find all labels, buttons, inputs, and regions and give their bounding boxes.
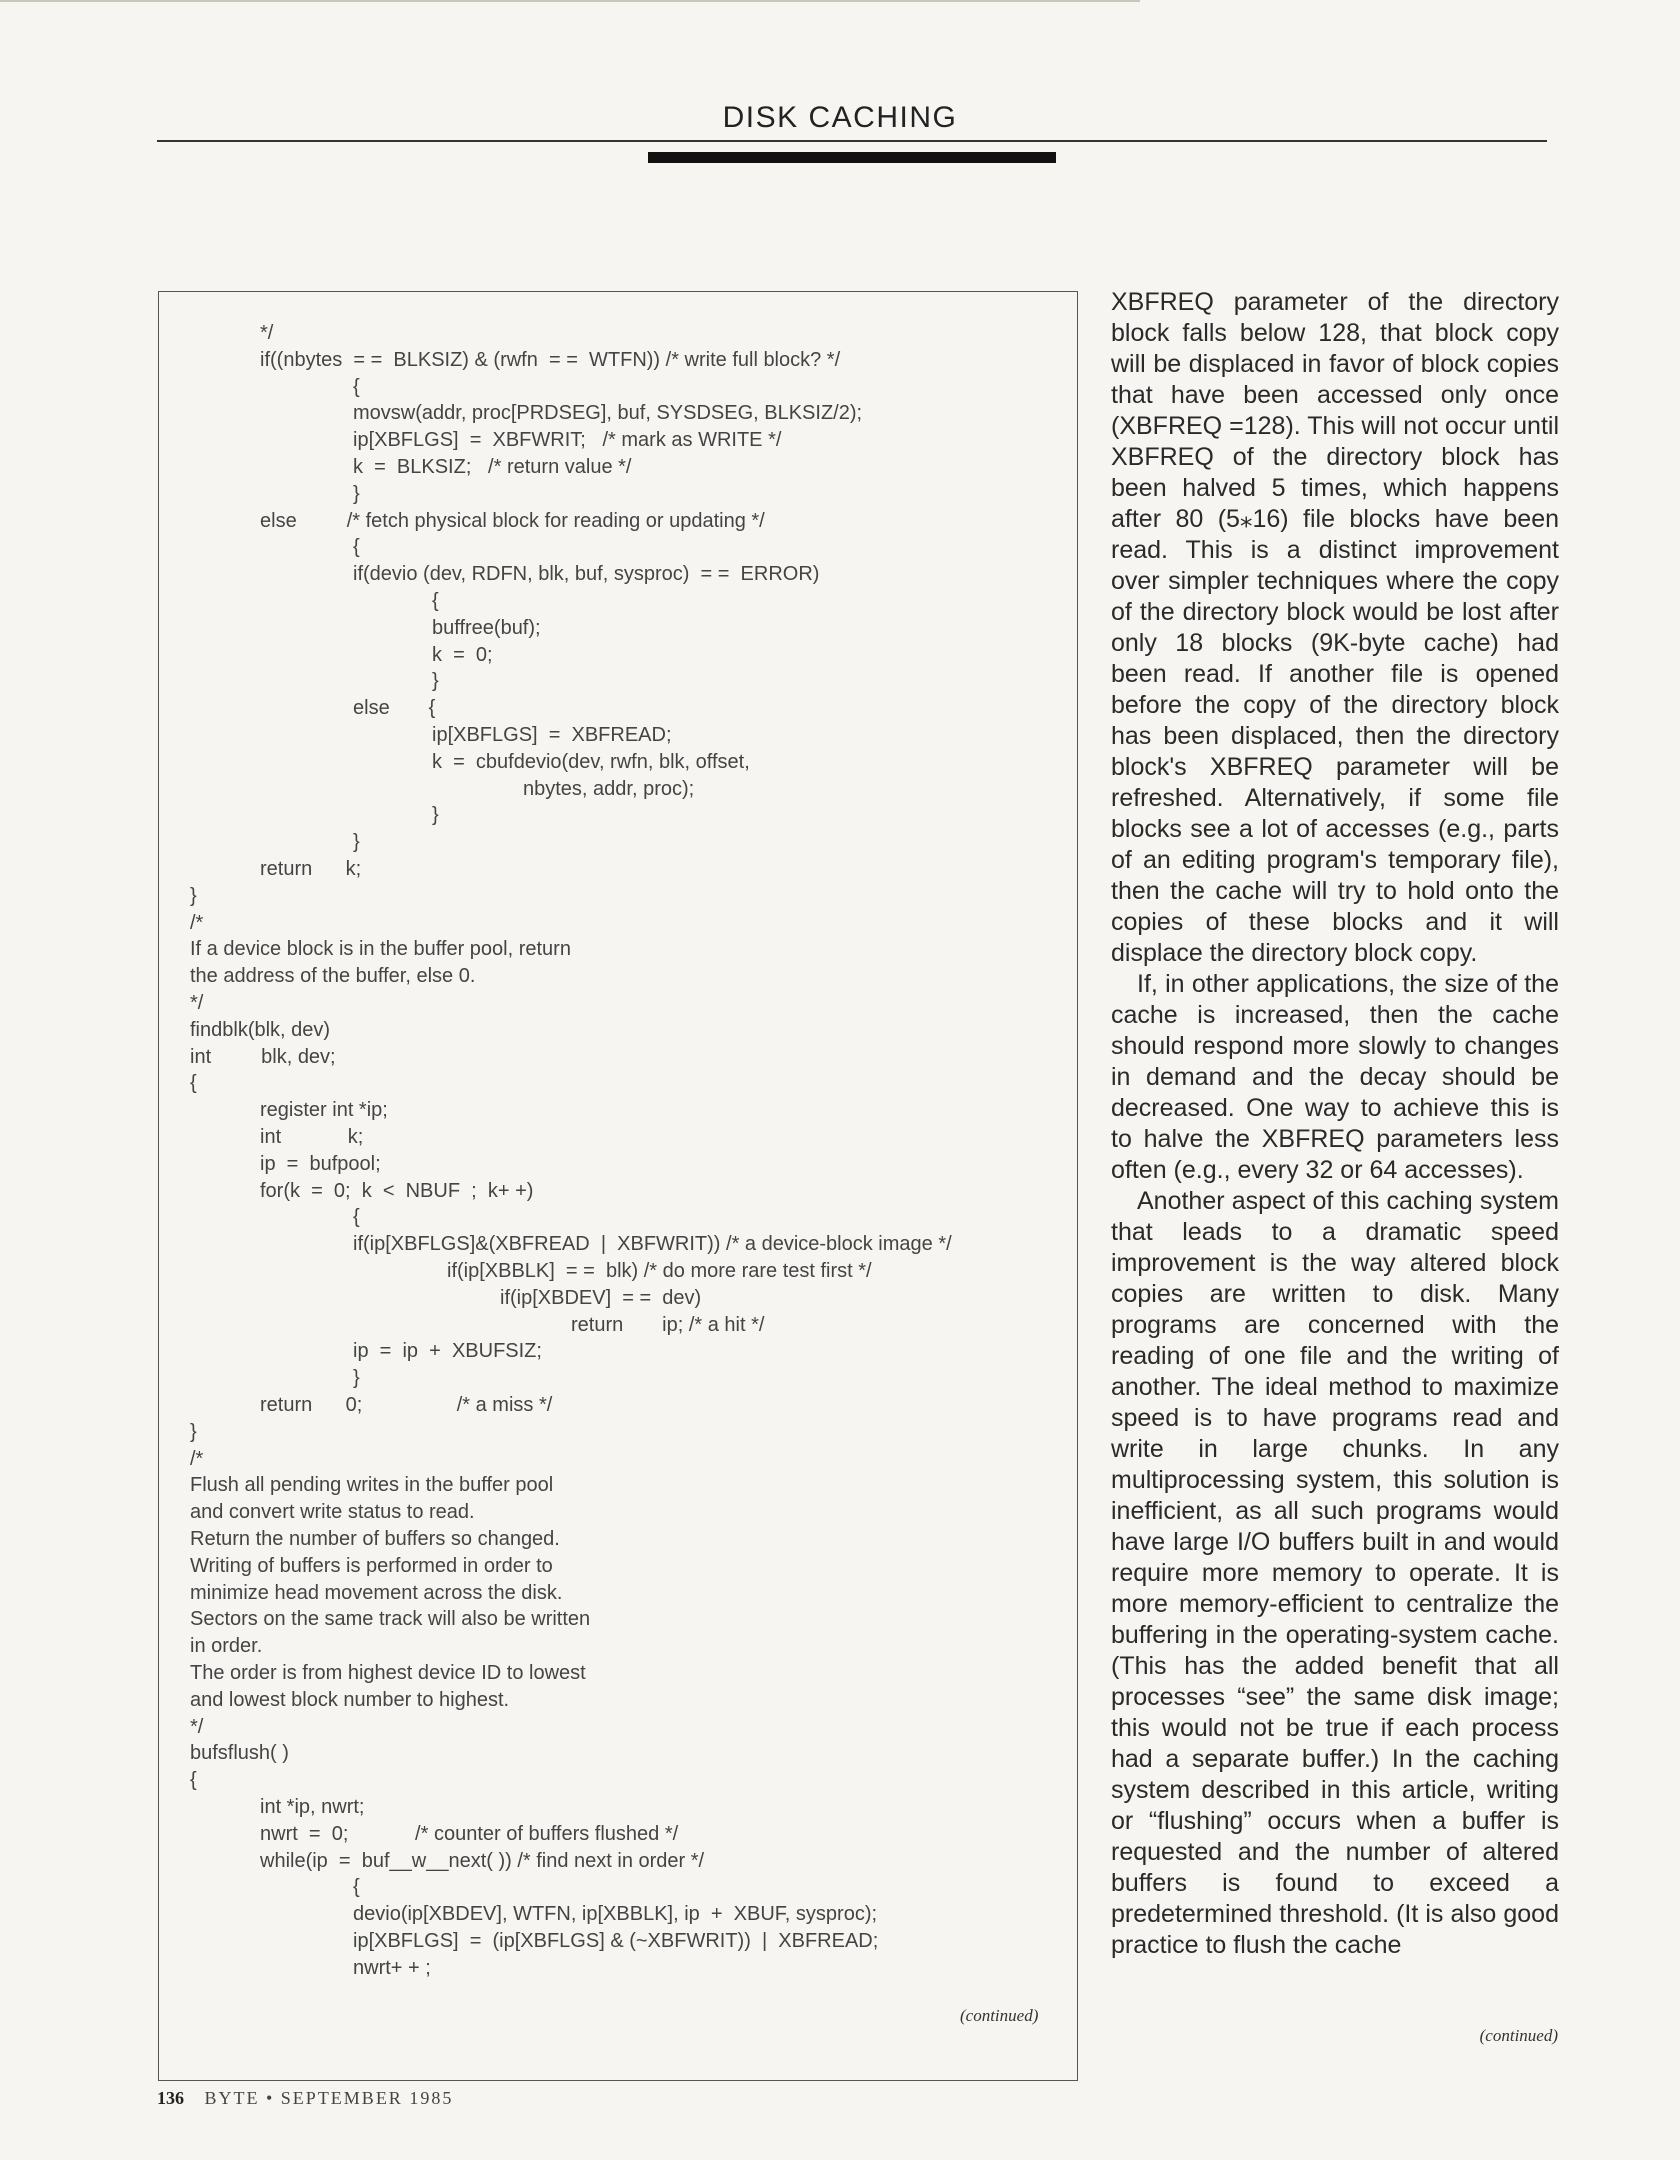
code-line: If a device block is in the buffer pool, return — [190, 938, 571, 961]
code-line: k = cbufdevio(dev, rwfn, blk, offset, — [432, 750, 750, 773]
code-line: the address of the buffer, else 0. — [190, 965, 476, 988]
code-line: { — [190, 1769, 197, 1792]
code-line: else /* fetch physical block for reading or updating */ — [260, 509, 765, 532]
code-line: { — [353, 536, 360, 559]
code-line: int k; — [260, 1126, 364, 1148]
code-line: register int *ip; — [260, 1099, 388, 1122]
code-line: minimize head movement across the disk. — [190, 1581, 563, 1604]
code-line: ip[XBFLGS] = XBFREAD; — [432, 724, 672, 746]
code-line: { — [353, 375, 360, 398]
code-line: if(ip[XBFLGS]&(XBFREAD | XBFWRIT)) /* a device-block image */ — [353, 1233, 952, 1256]
code-line: ip[XBFLGS] = XBFWRIT; /* mark as WRITE */ — [353, 429, 782, 452]
code-line: nbytes, addr, proc); — [523, 777, 695, 800]
article-paragraph: XBFREQ parameter of the directory block falls below 128, that block copy will be displaced in favor of block copies that have been accessed only once (XBFREQ =128). This will not occur until XBFREQ of the directory block has been halved 5 times, which happens after 80 (5⁎16) file blocks have been read. This is a distinct improvement over simpler techniques where the copy of the directory block would be lost after only 18 blocks (9K-byte cache) had been read. If another file is opened before the copy of the directory block has been displaced, then the directory block's XBFREQ parameter will be refreshed. Alternatively, if some file blocks see a lot of accesses (e.g., parts of an editing program's temporary file), then the cache will try to hold onto the copies of these blocks and it will displace the directory block copy. — [1111, 288, 1559, 967]
code-line: ip[XBFLGS] = (ip[XBFLGS] & (~XBFWRIT)) | XBFREAD; — [353, 1930, 879, 1952]
code-line: /* — [190, 1447, 204, 1470]
code-line: { — [432, 590, 439, 612]
code-line: ip = ip + XBUFSIZ; — [353, 1340, 542, 1363]
code-line: ip = bufpool; — [260, 1152, 381, 1175]
code-line: if((nbytes = = BLKSIZ) & (rwfn = = WTFN)) /* write full block? */ — [260, 348, 841, 371]
article-paragraph: If, in other applications, the size of the cache is increased, then the cache should respond more slowly to changes in demand and the decay should be decreased. One way to achieve this is to halve the XBFREQ parameters less often (e.g., every 32 or 64 accesses). — [1111, 970, 1559, 1184]
article-column — [1111, 287, 1559, 1961]
code-line: { — [353, 1206, 360, 1229]
code-line: { — [190, 1072, 197, 1095]
code-line: return 0; /* a miss */ — [260, 1394, 553, 1416]
code-line: and convert write status to read. — [190, 1501, 475, 1524]
code-line: Flush all pending writes in the buffer pool — [190, 1474, 554, 1497]
article-continued-label: (continued) — [1479, 2026, 1558, 2045]
code-line: } — [190, 884, 197, 907]
top-edge-rule — [0, 0, 1140, 2]
code-line: else { — [353, 697, 436, 720]
code-line: return k; — [260, 858, 362, 880]
code-line: int blk, dev; — [190, 1045, 336, 1068]
code-line: k = BLKSIZ; /* return value */ — [353, 456, 632, 478]
code-line: buffree(buf); — [432, 616, 541, 639]
code-line: bufsflush( ) — [190, 1742, 289, 1765]
code-line: } — [190, 1420, 197, 1443]
code-line: devio(ip[XBDEV], WTFN, ip[XBBLK], ip + XBUF, sysproc); — [353, 1903, 878, 1926]
code-line: */ — [190, 992, 204, 1014]
code-line: Return the number of buffers so changed. — [190, 1528, 560, 1550]
code-line: } — [353, 1367, 360, 1390]
code-line: Sectors on the same track will also be written — [190, 1608, 591, 1631]
code-line: if(ip[XBDEV] = = dev) — [500, 1286, 702, 1309]
page-number: 136 — [157, 2088, 184, 2108]
article-paragraph: Another aspect of this caching system that leads to a dramatic speed improvement is the way altered block copies are written to disk. Many programs are concerned with the reading of one file and the writing of another. The ideal method to maximize speed is to have programs read and write in large chunks. In any multiprocessing system, this solution is inefficient, as all such programs would have large I/O buffers built in and would require more memory to operate. It is more memory-efficient to centralize the buffering in the operating-system cache. (This has the added benefit that all processes “see” the same disk image; this would not be true if each process had a separate buffer.) In the caching system described in this article, writing or “flushing” occurs when a buffer is requested and the number of altered buffers is found to exceed a predetermined threshold. (It is also good practice to flush the cache — [1111, 1187, 1559, 1959]
code-line: k = 0; — [432, 643, 493, 666]
section-title: DISK CACHING — [722, 101, 958, 134]
code-line: } — [432, 804, 439, 827]
code-line: nwrt = 0; /* counter of buffers flushed */ — [260, 1822, 679, 1845]
code-line: } — [353, 482, 360, 505]
code-line: findblk(blk, dev) — [190, 1018, 331, 1041]
code-line: if(ip[XBBLK] = = blk) /* do more rare test first */ — [447, 1260, 872, 1282]
header-rule — [157, 140, 1547, 142]
code-line: Writing of buffers is performed in order to — [190, 1554, 553, 1577]
code-line: */ — [190, 1715, 204, 1738]
code-line: movsw(addr, proc[PRDSEG], buf, SYSDSEG, BLKSIZ/2); — [353, 402, 863, 425]
code-line: { — [353, 1876, 360, 1899]
code-line: return ip; /* a hit */ — [571, 1313, 765, 1336]
code-line: /* — [190, 911, 204, 934]
page-footer — [157, 2088, 453, 2109]
code-line: and lowest block number to highest. — [190, 1688, 510, 1711]
code-line: in order. — [190, 1635, 263, 1658]
listing-continued-label: (continued) — [960, 2006, 1039, 2025]
code-line: while(ip = buf__w__next( )) /* find next in order */ — [260, 1849, 705, 1872]
code-line: int *ip, nwrt; — [260, 1796, 365, 1818]
code-line: */ — [260, 322, 274, 344]
code-line: } — [353, 831, 360, 854]
code-line: nwrt+ + ; — [353, 1956, 431, 1979]
publication-line: BYTE • SEPTEMBER 1985 — [204, 2088, 454, 2108]
code-line: if(devio (dev, RDFN, blk, buf, sysproc) = = ERROR) — [353, 563, 820, 586]
code-line: } — [432, 670, 439, 693]
header-bar — [648, 152, 1056, 163]
code-line: The order is from highest device ID to lowest — [190, 1662, 586, 1684]
code-line: for(k = 0; k < NBUF ; k+ +) — [260, 1179, 534, 1202]
